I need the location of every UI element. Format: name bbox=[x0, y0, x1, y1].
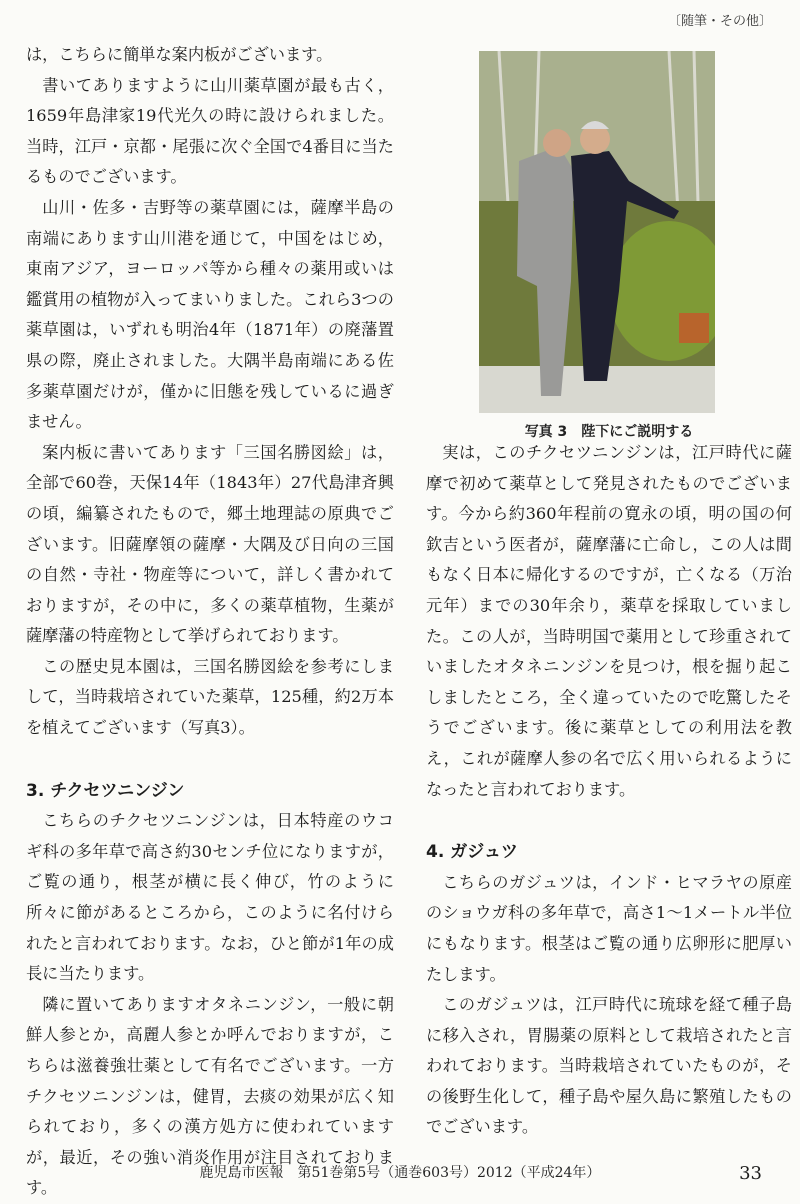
paragraph: 山川・佐多・吉野等の薬草園には，薩摩半島の南端にあります山川港を通じて，中国をはじめ，東南アジア，ヨーロッパ等から種々の薬用或いは鑑賞用の植物が入ってまいりました。これら3つの薬草園は，いずれも明治4年（1871年）の廃藩置県の際，廃止されました。大隅半島南端にある佐多薬草園だけが，僅かに旧態を残しているに過ぎません。 bbox=[26, 197, 394, 432]
journal-footer: 鹿児島市医報 第51巻第5号（通巻603号）2012（平成24年） bbox=[199, 1165, 601, 1181]
paragraph: こちらのチクセツニンジンは，日本特産のウコギ科の多年草で高さ約30センチ位になりますが，ご覧の通り，根茎が横に長く伸び，竹のように所々に節があるところから，このように名付けられたと言われております。なお，ひと節が1年の成長に当たります。 bbox=[26, 811, 394, 984]
paragraph: こちらのガジュツは，インド・ヒマラヤの原産のショウガ科の多年草で，高さ1～1メートル半位にもなります。根茎はご覧の通り広卵形に肥厚いたします。 bbox=[426, 872, 792, 984]
section-heading-4: 4. ガジュツ bbox=[426, 842, 518, 863]
paragraph: 実は，このチクセツニンジンは，江戸時代に薩摩で初めて薬草として発見されたものでございます。今から約360年程前の寛永の頃，明の国の何欽吉という医者が，薩摩藩に亡命し，この人は間もなく日本に帰化するのですが，亡くなる（万治元年）までの30年余り，薬草を採取していました。この人が，当時明国で薬用として珍重されていましたオタネニンジンを見つけ，根を掘り起こしましたところ，全く違っていたので吃驚したそうでございます。後に薬草としての利用法を教え，これが薩摩人参の名で広く用いられるようになったと言われております。 bbox=[426, 443, 792, 799]
paragraph: 案内板に書いてあります「三国名勝図絵」は，全部で60巻，天保14年（1843年）27代島津斉興の頃，編纂されたもので，郷土地理誌の原典でございます。旧薩摩領の薩摩・大隅及び日向の三国の自然・寺社・物産等について，詳しく書かれておりますが，その中に，多くの薬草植物，生薬が薩摩藩の特産物として挙げられております。 bbox=[26, 442, 394, 646]
photo-caption: 写真 3 陛下にご説明する bbox=[524, 424, 694, 440]
page-number: 33 bbox=[739, 1163, 762, 1184]
paragraph: このガジュツは，江戸時代に琉球を経て種子島に移入され，胃腸薬の原料として栽培されたと言われております。当時栽培されていたものが，その後野生化して，種子島や屋久島に繁殖したものでございます。 bbox=[426, 995, 792, 1137]
photo-illustration bbox=[479, 51, 715, 413]
paragraph: は，こちらに簡単な案内板がございます。 bbox=[26, 45, 333, 64]
paragraph: この歴史見本園は，三国名勝図絵を参考にしまして，当時栽培されていた薬草，125種，約2万本を植えてございます（写真3）。 bbox=[26, 656, 394, 738]
right-column bbox=[426, 438, 792, 1143]
left-column bbox=[26, 40, 394, 1204]
paragraph: 書いてありますように山川薬草園が最も古く，1659年島津家19代光久の時に設けられました。当時，江戸・京都・尾張に次ぐ全国で4番目に当たるものでございます。 bbox=[26, 75, 394, 187]
photo-3 bbox=[479, 51, 715, 413]
section-heading-3: 3. チクセツニンジン bbox=[26, 780, 185, 801]
paragraph: 隣に置いてありますオタネニンジン，一般に朝鮮人参とか，高麗人参とか呼んでおりますが，こちらは滋養強壮薬として有名でございます。一方チクセツニンジンは，健胃，去痰の効果が広く知られており，多くの漢方処方に使われていますが，最近，その強い消炎作用が注目されております。 bbox=[26, 994, 394, 1198]
section-tag: 〔随筆・その他〕 bbox=[667, 14, 772, 29]
